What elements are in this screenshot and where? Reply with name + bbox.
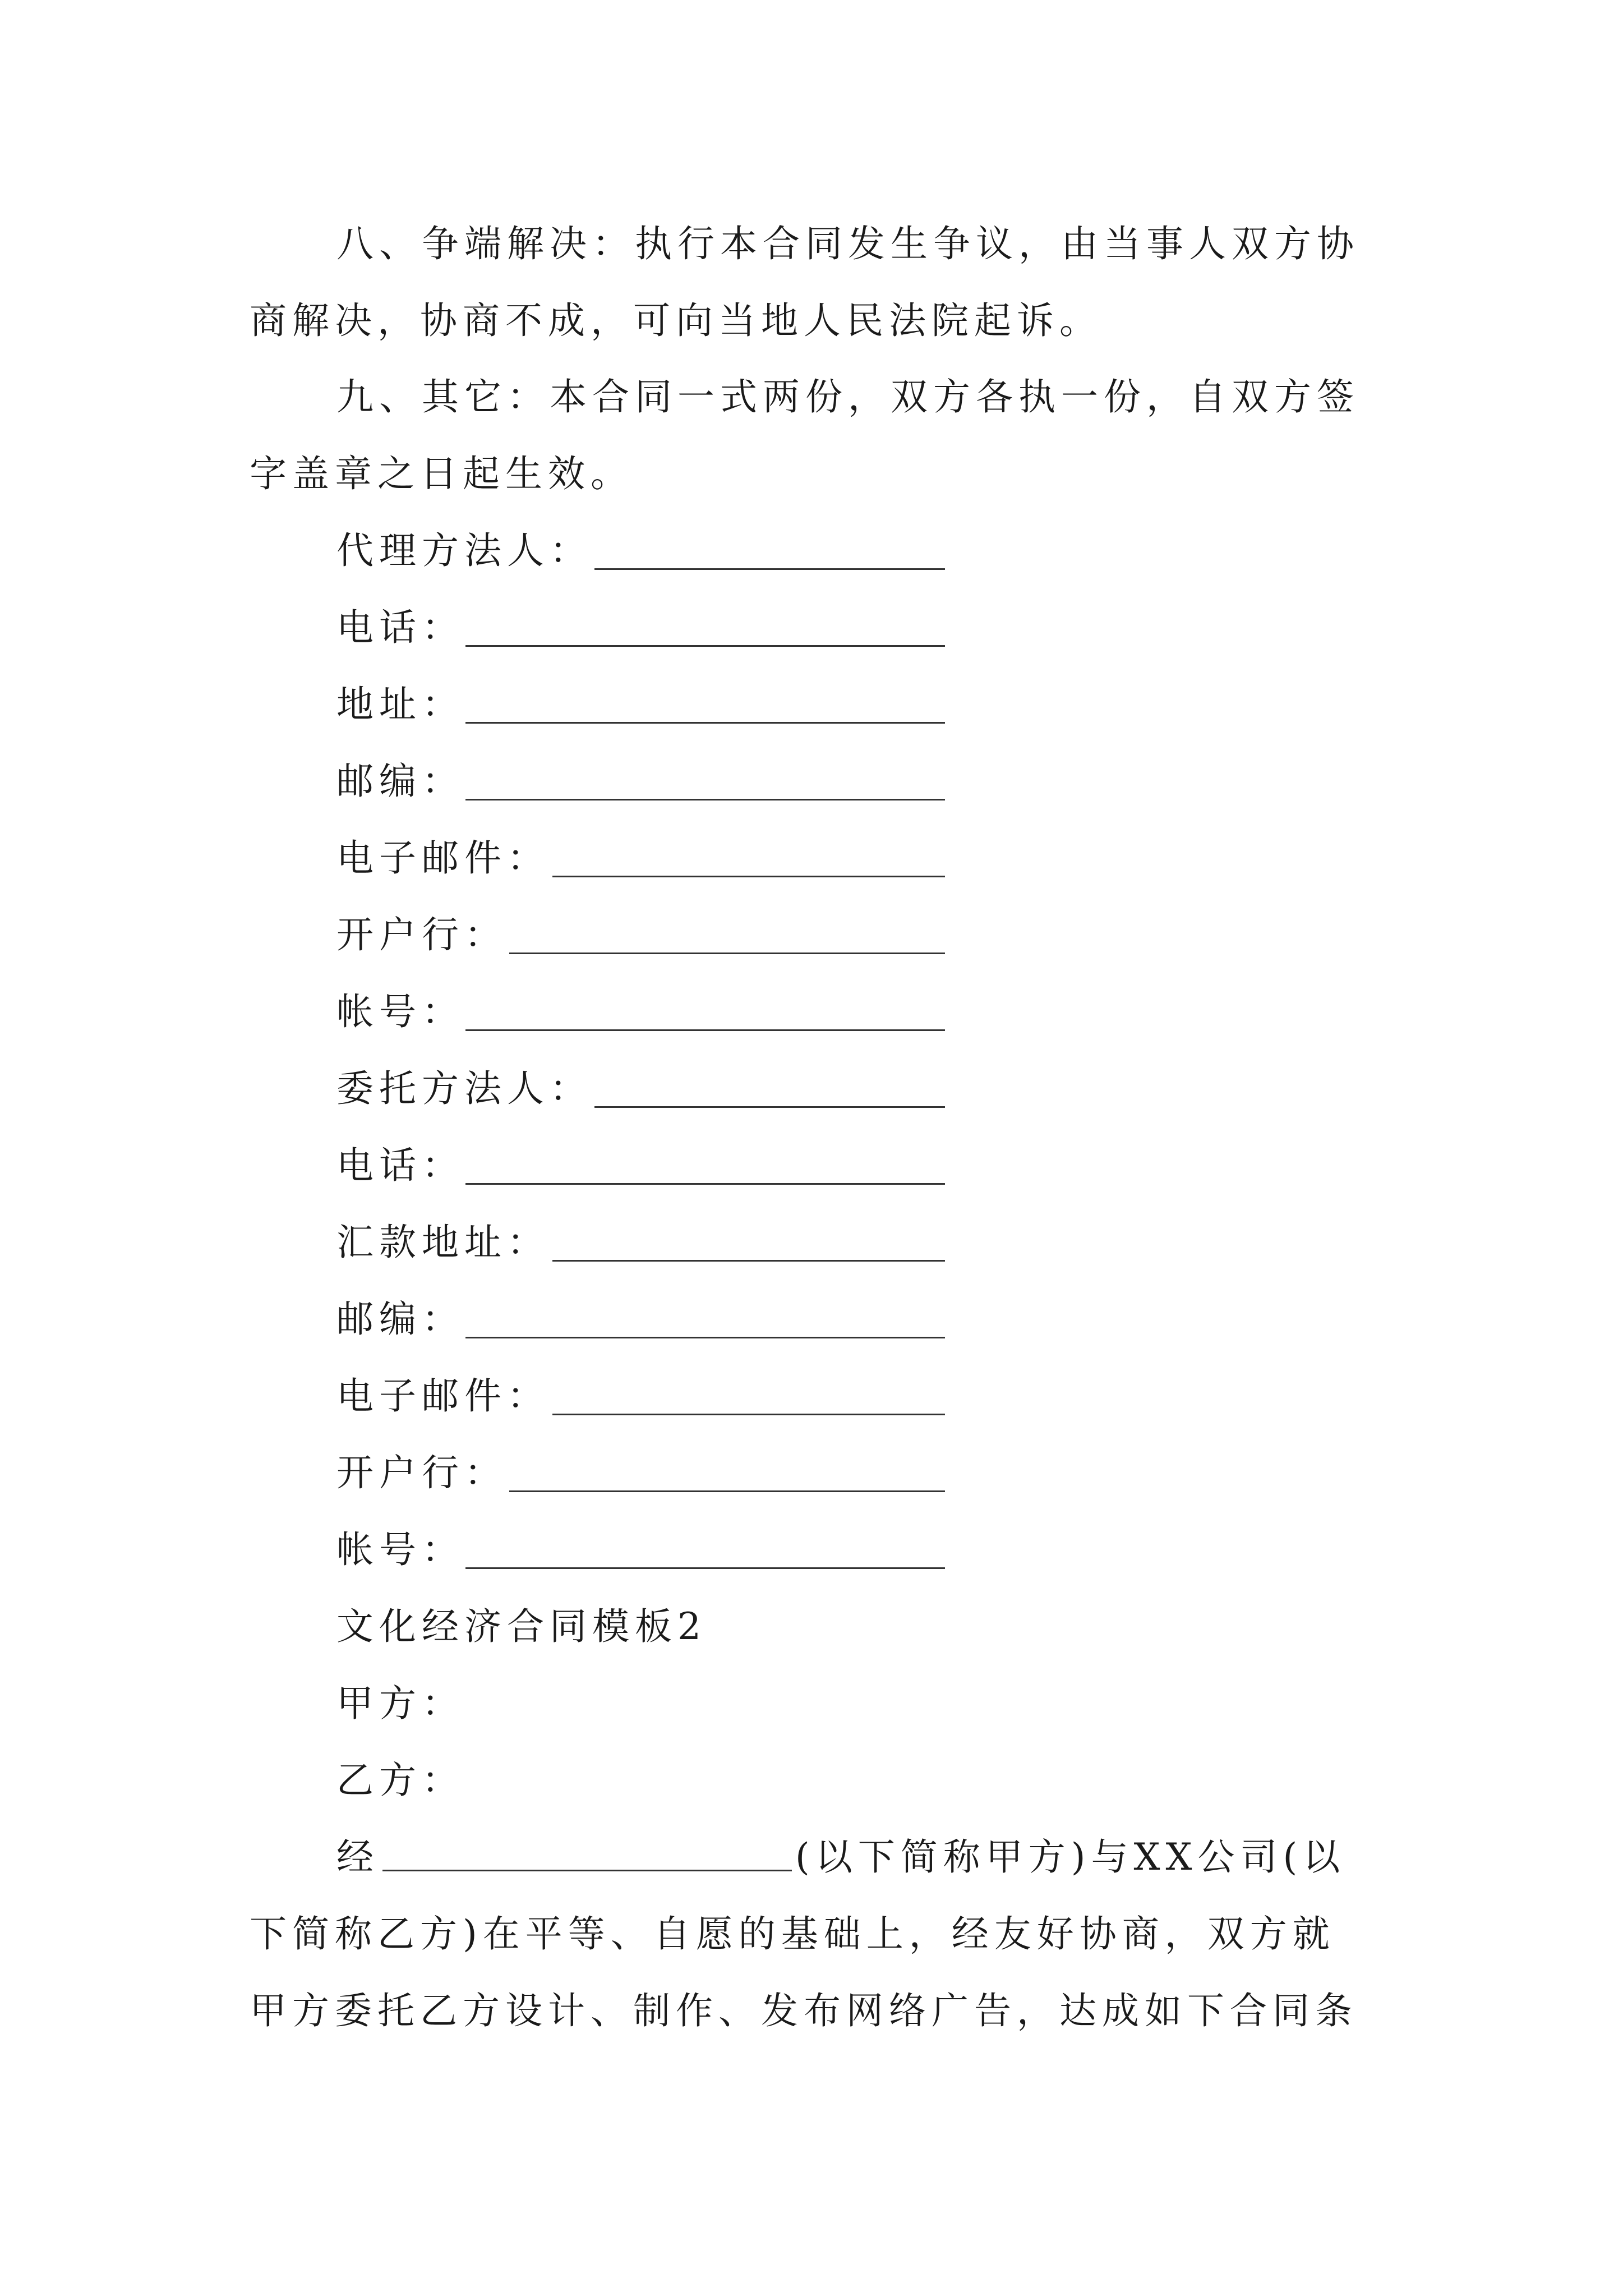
agent-postcode-field: [336, 759, 464, 804]
field-label: 地址：: [336, 683, 464, 726]
agent-bank-field: [336, 913, 507, 958]
agent-email-field: [336, 836, 550, 881]
field-label: 电子邮件：: [336, 836, 550, 880]
client-postcode-field: [336, 1297, 464, 1342]
clause-8-line-2: 商解决，协商不成，可向当地人民法院起诉。: [250, 299, 1102, 342]
agent-email-blank[interactable]: [552, 876, 945, 877]
client-email-field: [336, 1374, 550, 1419]
party-b-label: 乙方：: [336, 1759, 464, 1802]
client-remit-address-blank[interactable]: [552, 1260, 945, 1262]
field-label: 委托方法人：: [336, 1067, 592, 1110]
clause-8-line-1: 八、争端解决：执行本合同发生争议，由当事人双方协: [336, 222, 1359, 265]
template-2-title: 文化经济合同模板2: [336, 1605, 707, 1648]
agent-legal-person-blank[interactable]: [594, 568, 945, 570]
field-label: 邮编：: [336, 760, 464, 803]
agent-address-blank[interactable]: [465, 722, 945, 724]
intro-party-a-blank[interactable]: [382, 1835, 792, 1871]
field-label: 邮编：: [336, 1297, 464, 1341]
field-label: 帐号：: [336, 990, 464, 1033]
field-label: 开户行：: [336, 913, 507, 956]
agent-phone-blank[interactable]: [465, 645, 945, 647]
client-bank-field: [336, 1451, 507, 1496]
client-phone-field: [336, 1143, 464, 1188]
intro-line-1: [336, 1835, 1345, 1880]
agent-account-field: [336, 990, 464, 1034]
field-label: 开户行：: [336, 1451, 507, 1494]
clause-9-line-1: 九、其它：本合同一式两份，双方各执一份，自双方签: [336, 375, 1359, 418]
agent-account-blank[interactable]: [465, 1029, 945, 1031]
client-bank-blank[interactable]: [509, 1490, 945, 1492]
field-label: 汇款地址：: [336, 1221, 550, 1264]
agent-address-field: [336, 682, 464, 727]
client-postcode-blank[interactable]: [465, 1337, 945, 1338]
field-label: 帐号：: [336, 1528, 464, 1571]
agent-postcode-blank[interactable]: [465, 799, 945, 800]
client-phone-blank[interactable]: [465, 1183, 945, 1185]
intro-line-2: 下简称乙方)在平等、自愿的基础上，经友好协商，双方就: [250, 1912, 1335, 1955]
agent-legal-person-field: [336, 528, 592, 573]
intro-suffix: (以下简称甲方)与XX公司(以: [795, 1835, 1346, 1879]
field-label: 电子邮件：: [336, 1374, 550, 1418]
agent-phone-field: [336, 605, 464, 650]
client-remit-address-field: [336, 1220, 550, 1265]
client-account-field: [336, 1527, 464, 1572]
client-legal-person-blank[interactable]: [594, 1106, 945, 1108]
client-legal-person-field: [336, 1066, 592, 1111]
clause-9-line-2: 字盖章之日起生效。: [250, 452, 633, 495]
intro-prefix: 经: [336, 1835, 379, 1879]
client-account-blank[interactable]: [465, 1567, 945, 1569]
client-email-blank[interactable]: [552, 1414, 945, 1415]
party-a-label: 甲方：: [336, 1682, 464, 1725]
intro-line-3: 甲方委托乙方设计、制作、发布网络广告，达成如下合同条: [250, 1989, 1358, 2032]
field-label: 代理方法人：: [336, 529, 592, 572]
field-label: 电话：: [336, 606, 464, 649]
agent-bank-blank[interactable]: [509, 953, 945, 954]
field-label: 电话：: [336, 1144, 464, 1187]
